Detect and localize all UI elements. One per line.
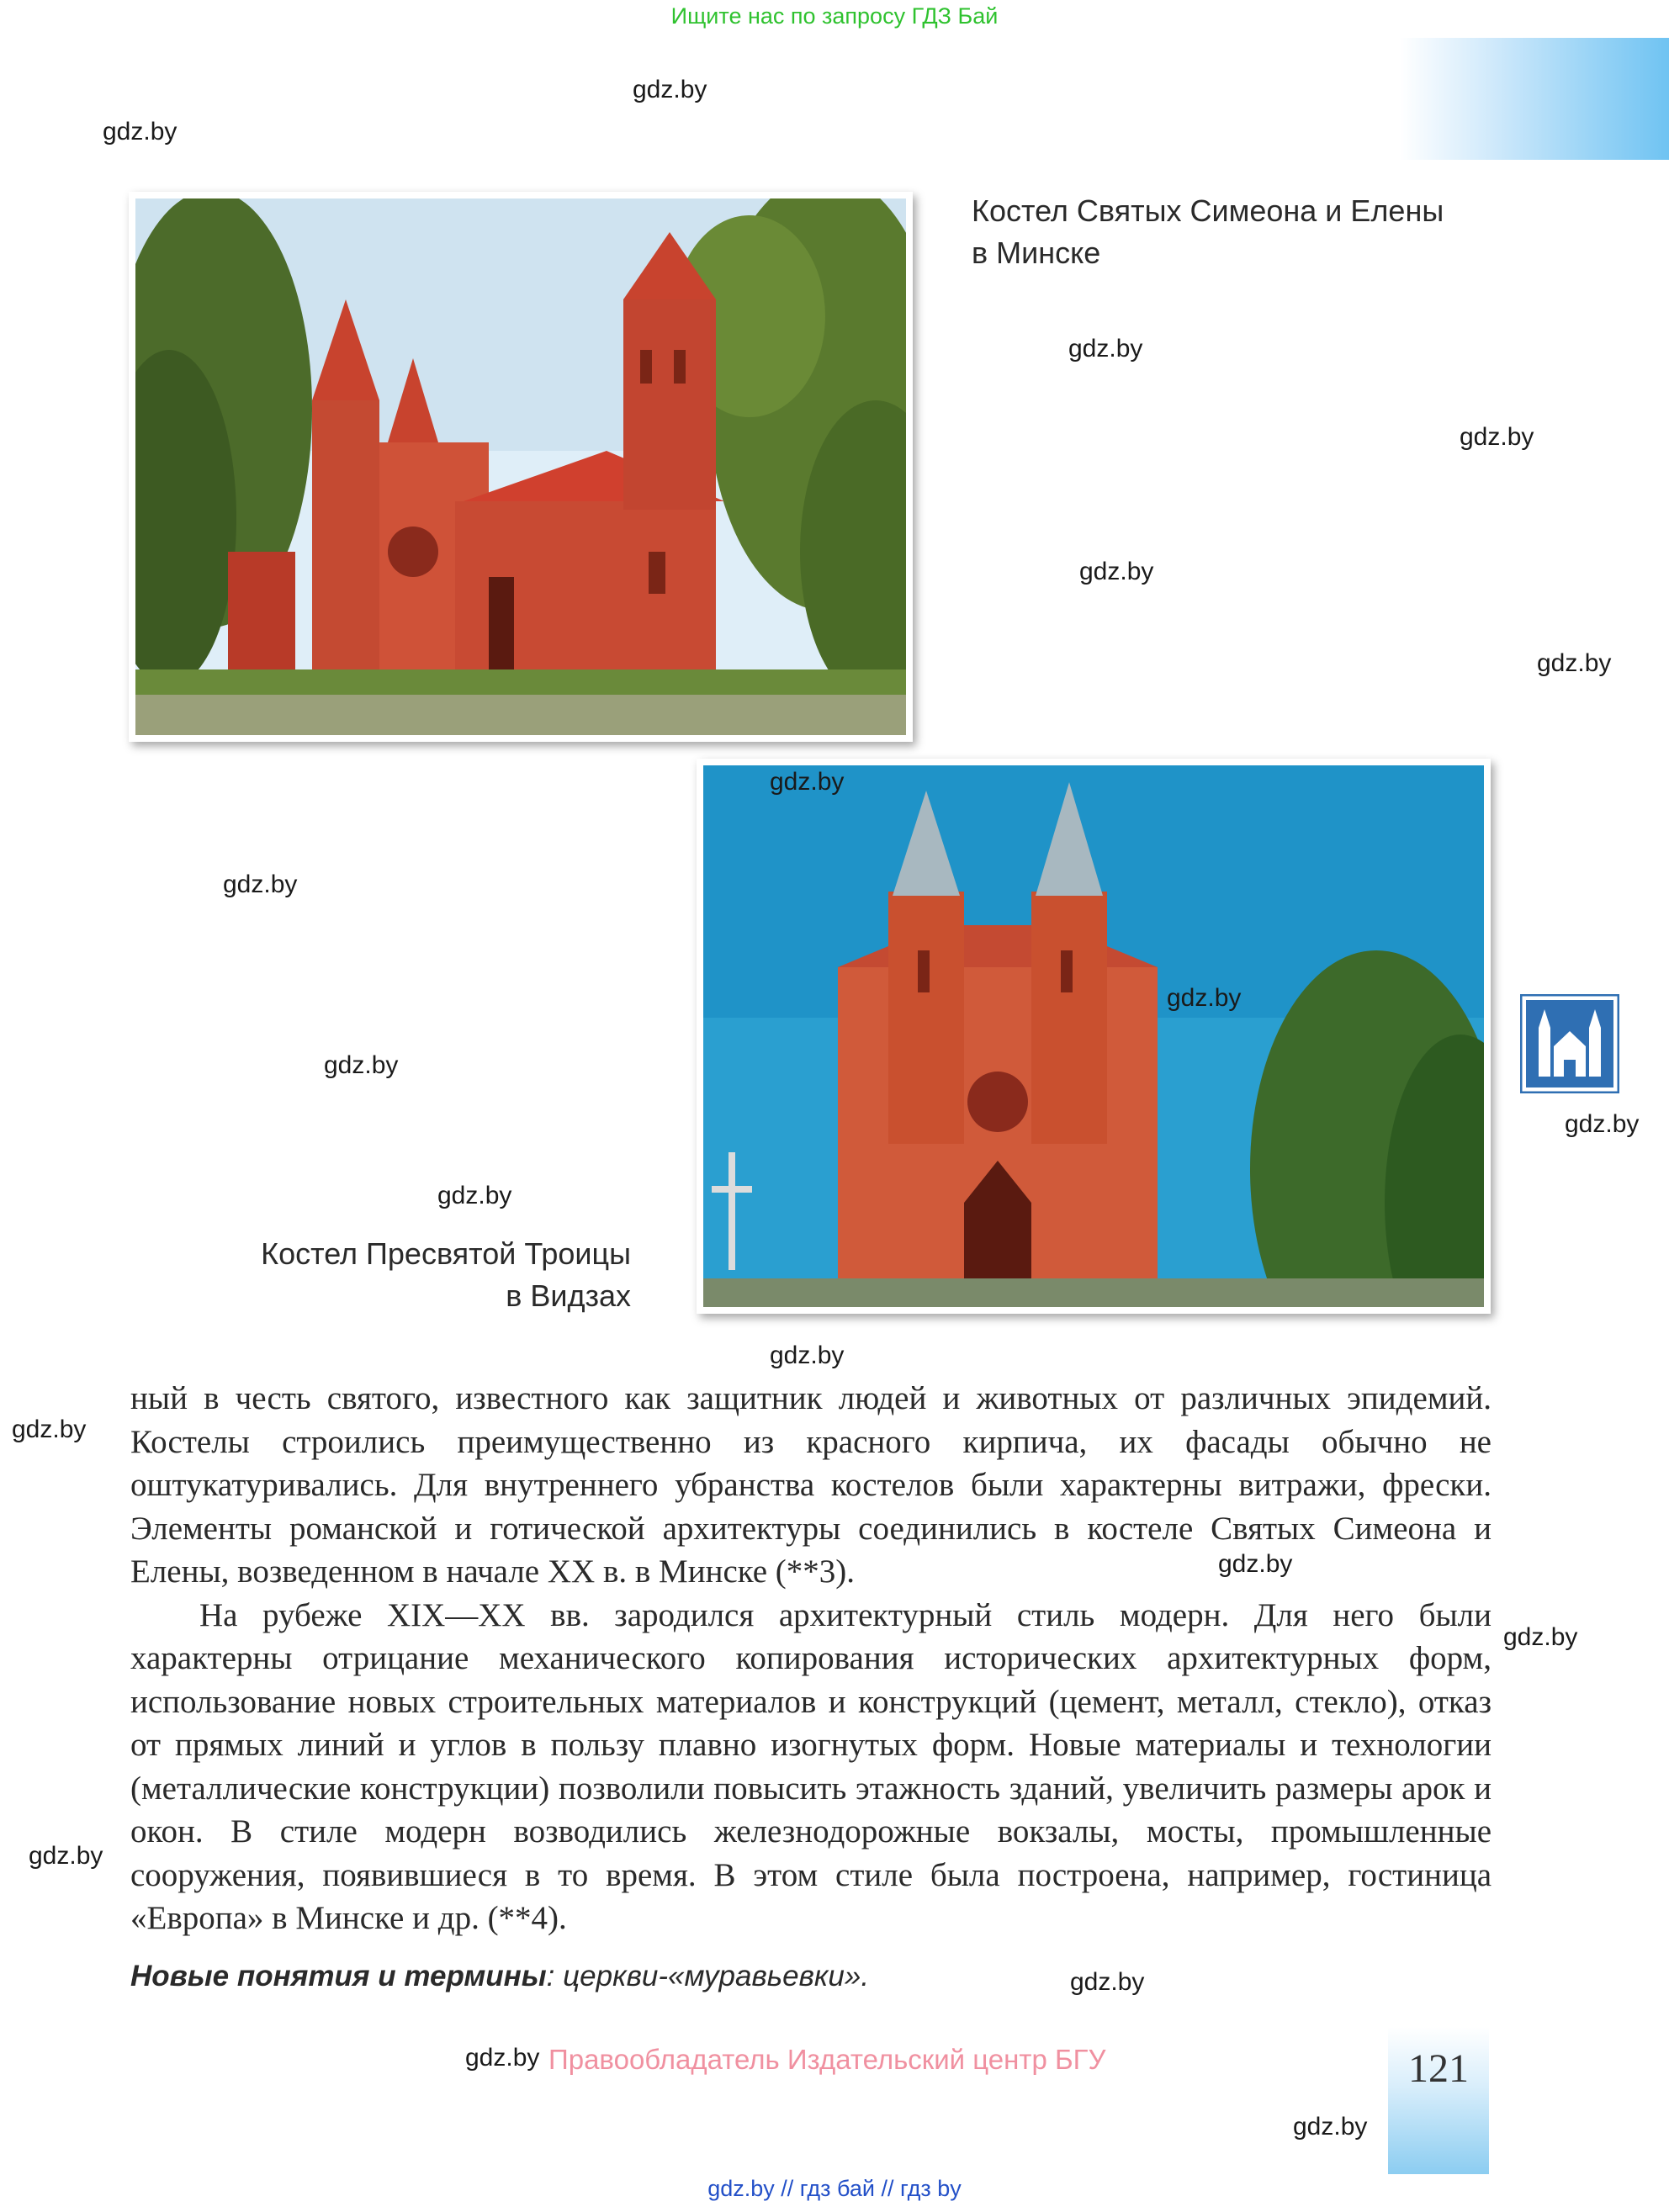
watermark: gdz.by	[103, 118, 177, 146]
new-terms-value: : церкви-«муравьевки».	[546, 1960, 870, 1992]
watermark: gdz.by	[1218, 1550, 1293, 1578]
watermark: gdz.by	[465, 2044, 540, 2072]
watermark: gdz.by	[633, 76, 707, 103]
watermark: gdz.by	[437, 1182, 512, 1209]
watermark: gdz.by	[1167, 984, 1242, 1012]
page-number: 121	[1408, 2046, 1469, 2091]
top-banner[interactable]: Ищите нас по запросу ГДЗ Бай	[670, 3, 999, 29]
photo2-caption-line1: Костел Пресвятой Троицы	[261, 1236, 631, 1271]
watermark: gdz.by	[223, 871, 298, 898]
photo-church-simon-helena	[129, 192, 913, 742]
photo2-caption	[240, 1233, 631, 1317]
paragraph-1: ный в честь святого, известного как защитник людей и животных от различных эпидемий. Костелы строились преимущественно из красного кирпича, их фасады обычно не оштукатуривались. Для внутреннего убранства костелов были характерны витражи, фрески. Элементы романской и готической архитектуры соединились в костеле Святых Симеона и Елены, возведенном в начале XX в. в Минске (**3).	[130, 1380, 1492, 1590]
photo2-caption-line2: в Видзах	[506, 1278, 631, 1313]
photo1-caption-line2: в Минске	[972, 235, 1101, 270]
new-terms	[130, 1960, 869, 1993]
watermark: gdz.by	[29, 1842, 103, 1870]
watermark: gdz.by	[770, 768, 845, 796]
watermark: gdz.by	[324, 1051, 399, 1079]
church-icon	[1520, 994, 1619, 1093]
new-terms-label: Новые понятия и термины	[130, 1960, 547, 1992]
photo-church-trinity-vidzy	[697, 759, 1491, 1314]
watermark: gdz.by	[1068, 335, 1143, 362]
watermark: gdz.by	[1537, 649, 1612, 677]
watermark: gdz.by	[12, 1416, 87, 1443]
watermark: gdz.by	[1079, 558, 1154, 585]
watermark: gdz.by	[1460, 423, 1534, 451]
copyright-notice: Правообладатель Издательский центр БГУ	[548, 2044, 1106, 2075]
footer-links[interactable]: gdz.by // гдз бай // гдз by	[707, 2176, 962, 2201]
photo1-caption	[972, 190, 1444, 274]
watermark: gdz.by	[1070, 1968, 1145, 1996]
watermark: gdz.by	[1293, 2113, 1368, 2141]
corner-gradient	[1400, 38, 1669, 160]
watermark: gdz.by	[1565, 1110, 1640, 1138]
watermark: gdz.by	[770, 1341, 845, 1369]
photo1-caption-line1: Костел Святых Симеона и Елены	[972, 193, 1444, 228]
main-text	[130, 1377, 1492, 1940]
paragraph-2: На рубеже XIX—XX вв. зародился архитектурный стиль модерн. Для него были характерны отрицание механического копирования исторических архитектурных форм, использование новых строительных материалов и конструкций (цемент, металл, стекло), отказ от прямых линий и углов в пользу плавно изогнутых форм. Новые материалы и технологии (металлические конструкции) позволили повысить этажность зданий, увеличить размеры арок и окон. В стиле модерн возводились железнодорожные вокзалы, мосты, промышленные сооружения, появившиеся в то время. В этом стиле была построена, например, гостиница «Европа» в Минске и др. (**4).	[130, 1596, 1492, 1936]
watermark: gdz.by	[1503, 1623, 1578, 1651]
